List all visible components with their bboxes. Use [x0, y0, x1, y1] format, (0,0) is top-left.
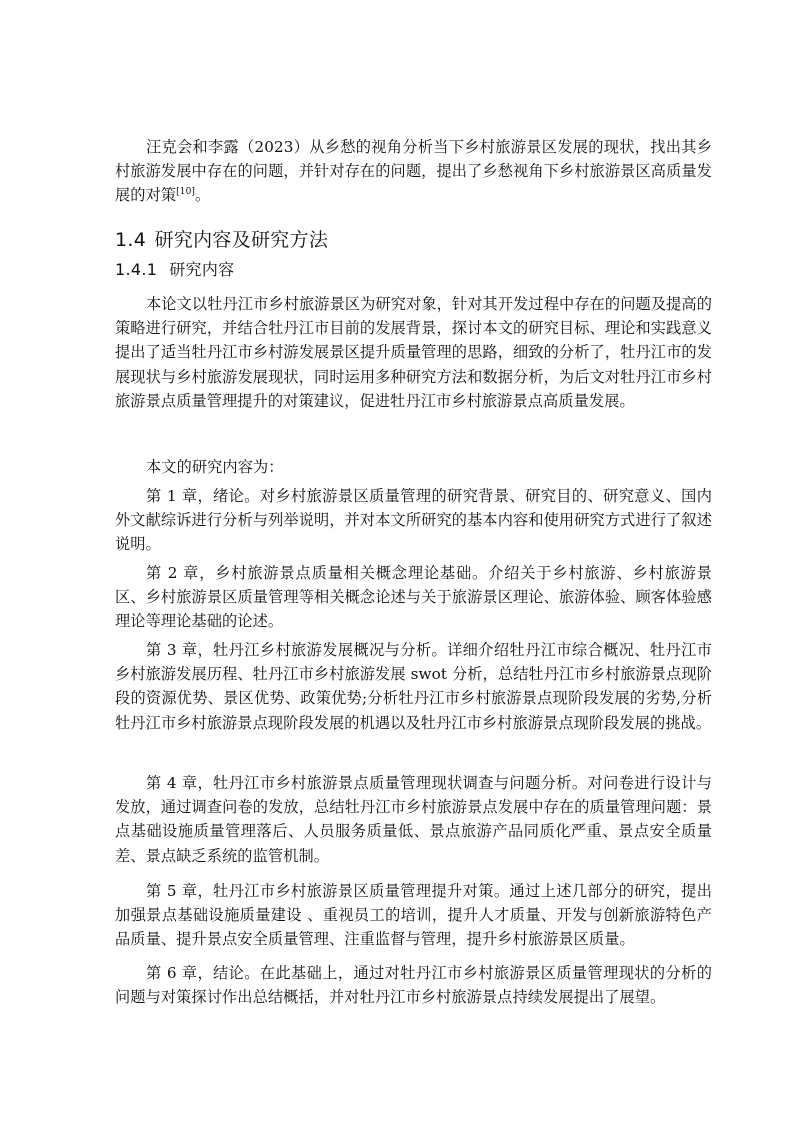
chapter-summary: 第 4 章，牡丹江市乡村旅游景点质量管理现状调查与问题分析。对问卷进行设计与发放，通过调查问卷的发放，总结牡丹江市乡村旅游景点发展中存在的质量管理问题：景点基础设施质量管理落后、人员服务质量低、景点旅游产品同质化严重、景点安全质量差、景点缺乏系统的监管机制。 — [115, 774, 712, 865]
section-title: 研究内容及研究方法 — [154, 229, 329, 251]
chapter-summary: 第 3 章，牡丹江乡村旅游发展概况与分析。详细介绍牡丹江市综合概况、牡丹江市乡村旅游发展历程、牡丹江市乡村旅游发展 swot 分析，总结牡丹江市乡村旅游景点现阶段的资源优势、景区优势、政策优势;分析牡丹江市乡村旅游景点现阶段发展的劣势,分析牡丹江市乡村旅游景点现阶段发展的机遇以及牡丹江市乡村旅游景点现阶段发展的挑战。 — [115, 641, 712, 732]
subsection-heading — [115, 258, 234, 282]
subsection-number: 1.4.1 — [115, 260, 158, 279]
section-heading — [115, 226, 328, 254]
intro-paragraph — [115, 135, 712, 208]
body-paragraph: 本论文以牡丹江市乡村旅游景区为研究对象，针对其开发过程中存在的问题及提高的策略进行研究，并结合牡丹江市目前的发展背景，探讨本文的研究目标、理论和实践意义提出了适当牡丹江市乡村游发展景区提升质量管理的思路，细致的分析了，牡丹江市的发展现状与乡村旅游发展现状，同时运用多种研究方法和数据分析，为后文对牡丹江市乡村旅游景点质量管理提升的对策建议，促进牡丹江市乡村旅游景点高质量发展。 — [115, 295, 712, 410]
body-paragraph: 本文的研究内容为： — [146, 458, 284, 476]
chapter-summary: 第 2 章，乡村旅游景点质量相关概念理论基础。介绍关于乡村旅游、乡村旅游景区、乡村旅游景区质量管理等相关概念论述与关于旅游景区理论、旅游体验、顾客体验感理论等理论基础的论述。 — [115, 564, 712, 631]
section-number: 1.4 — [115, 229, 147, 251]
chapter-summary: 第 6 章，结论。在此基础上，通过对牡丹江市乡村旅游景区质量管理现状的分析的问题与对策探讨作出总结概括，并对牡丹江市乡村旅游景点持续发展提出了展望。 — [115, 964, 712, 1007]
chapter-summary: 第 5 章，牡丹江市乡村旅游景区质量管理提升对策。通过上述几部分的研究，提出加强景点基础设施质量建设 、重视员工的培训，提升人才质量、开发与创新旅游特色产品质量、提升景点安全质量管理、注重监督与管理，提升乡村旅游景区质量。 — [115, 882, 712, 949]
intro-paragraph-end: 。 — [195, 186, 211, 205]
intro-paragraph-text: 汪克会和李露（2023）从乡愁的视角分析当下乡村旅游景区发展的现状，找出其乡村旅游发展中存在的问题，并针对存在的问题，提出了乡愁视角下乡村旅游景区高质量发展的对策 — [115, 138, 712, 205]
chapter-summary: 第 1 章，绪论。对乡村旅游景区质量管理的研究背景、研究目的、研究意义、国内外文献综诉进行分析与列举说明，并对本文所研究的基本内容和使用研究方式进行了叙述说明。 — [115, 487, 712, 554]
citation-reference[interactable]: [10] — [176, 187, 196, 198]
subsection-title: 研究内容 — [169, 260, 235, 279]
